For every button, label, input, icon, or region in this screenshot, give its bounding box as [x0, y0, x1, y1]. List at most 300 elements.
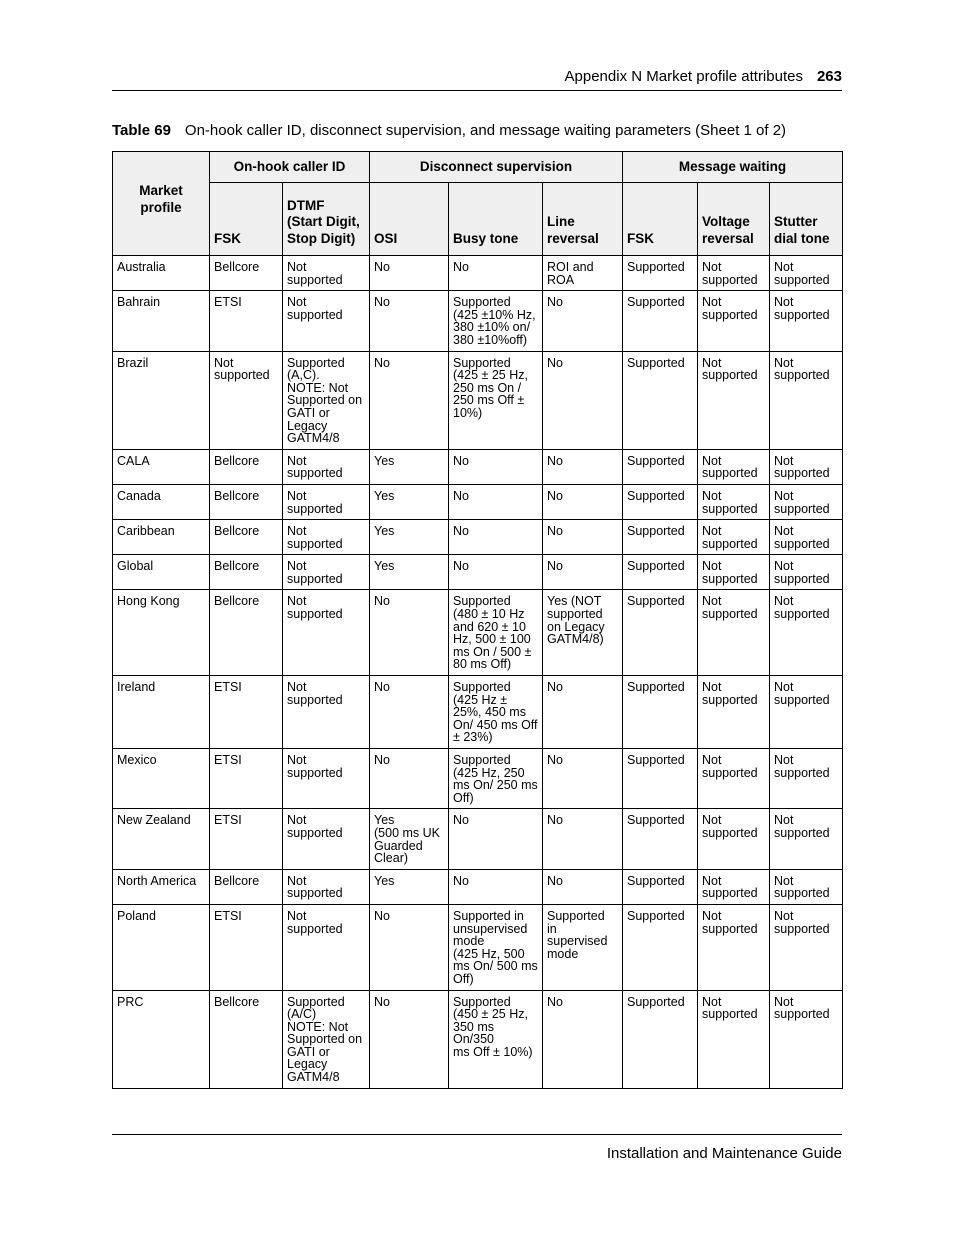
cell-line: 250 ms Off ± [453, 393, 525, 408]
cell-line: Not [774, 488, 794, 503]
cell-line: Yes [374, 559, 395, 574]
cell-busy-tone [449, 449, 543, 484]
cell-line: Bellcore [214, 260, 260, 274]
cell-line: (Start Digit, [287, 214, 360, 229]
cell-line: Supported [627, 594, 685, 609]
cell-line: supported [702, 272, 758, 287]
cell-line: 80 ms Off) [453, 657, 512, 672]
cell-line: Not [774, 295, 794, 310]
cell-osi [370, 449, 449, 484]
cell-line-reversal [543, 904, 623, 990]
cell-market-profile [113, 749, 210, 809]
table-row [113, 555, 843, 590]
cell-line: ETSI [214, 295, 242, 310]
cell-line: supported [287, 536, 343, 551]
table-title: On-hook caller ID, disconnect supervision, and message waiting parameters (Sheet 1 of 2) [184, 122, 787, 139]
cell-line: supported [287, 921, 343, 936]
cell-dtmf [283, 256, 370, 291]
cell-stutter-dial-tone [770, 484, 843, 519]
cell-line: No [453, 453, 469, 468]
cell-mw-fsk [623, 904, 698, 990]
cell-line: ETSI [214, 813, 242, 828]
sub-header-row [113, 183, 843, 256]
cell-line-reversal [543, 809, 623, 869]
header-busy-tone [449, 183, 543, 256]
cell-busy-tone [449, 555, 543, 590]
table-row [113, 809, 843, 869]
cell-line: No [547, 524, 563, 539]
cell-line: Guarded [374, 838, 423, 853]
cell-voltage-reversal [698, 484, 770, 519]
cell-dtmf [283, 749, 370, 809]
cell-stutter-dial-tone [770, 904, 843, 990]
cell-line: Supported [627, 680, 685, 695]
cell-line: Yes (NOT [547, 594, 602, 609]
cell-line: NOTE: Not [287, 380, 349, 395]
cell-mw-fsk [623, 291, 698, 351]
cell-line: supported [774, 307, 830, 322]
cell-line: 350 ms On/350 [453, 1019, 495, 1047]
cell-line: Supported [287, 355, 345, 370]
cell-stutter-dial-tone [770, 990, 843, 1088]
cell-line: No [547, 680, 563, 695]
cell-line: Not [287, 524, 307, 539]
cell-line: Hong Kong [117, 594, 180, 609]
cell-line: 10%) [453, 405, 483, 420]
cell-line: supported [774, 765, 830, 780]
cell-line: supported [287, 571, 343, 586]
cell-line: mode [453, 934, 485, 949]
cell-line: Supported in [453, 908, 524, 923]
cell-line: ETSI [214, 753, 242, 767]
cell-dtmf [283, 904, 370, 990]
cell-line: Supported [627, 295, 685, 310]
cell-onhook-fsk [210, 520, 283, 555]
cell-line: Stop Digit) [287, 230, 356, 246]
cell-line: Bellcore [214, 994, 260, 1009]
cell-line: Legacy [287, 1057, 328, 1072]
cell-line: No [374, 594, 390, 609]
cell-stutter-dial-tone [770, 256, 843, 291]
cell-line: No [453, 524, 469, 539]
cell-line: FSK [627, 230, 654, 246]
cell-busy-tone [449, 484, 543, 519]
cell-line: and 620 ± 10 [453, 619, 526, 634]
cell-line: GATM4/8 [287, 431, 340, 446]
cell-line: No [453, 559, 469, 574]
header-rule [112, 90, 842, 91]
cell-dtmf [283, 869, 370, 904]
cell-line: Bellcore [214, 453, 260, 468]
cell-line: Supported [627, 753, 685, 767]
cell-voltage-reversal [698, 351, 770, 449]
cell-line: Not [214, 355, 234, 370]
cell-market-profile [113, 484, 210, 519]
cell-line-reversal [543, 256, 623, 291]
cell-voltage-reversal [698, 749, 770, 809]
cell-line: Not [702, 260, 722, 274]
cell-dtmf [283, 990, 370, 1088]
cell-line: supported [774, 1007, 830, 1022]
cell-line: No [374, 295, 390, 310]
cell-line: supported [774, 368, 830, 383]
cell-line: Supported [627, 260, 685, 274]
cell-line: Supported [547, 908, 605, 923]
cell-line: Bellcore [214, 559, 260, 574]
cell-voltage-reversal [698, 555, 770, 590]
cell-market-profile [113, 449, 210, 484]
cell-line: (425 ±10% Hz, [453, 307, 536, 322]
cell-line: Not [702, 559, 722, 574]
cell-busy-tone [449, 291, 543, 351]
cell-line: supported [774, 571, 830, 586]
cell-line: Not [774, 453, 794, 468]
header-section: Appendix N Market profile attributes [564, 68, 803, 85]
cell-line: ETSI [214, 908, 242, 923]
header-market-profile [113, 152, 210, 256]
cell-line: supported [702, 536, 758, 551]
cell-line: Not [702, 453, 722, 468]
cell-line: supported [702, 368, 758, 383]
parameters-table [112, 151, 843, 1089]
cell-dtmf [283, 590, 370, 676]
cell-line: supported [774, 825, 830, 840]
cell-line: Yes [374, 873, 395, 888]
cell-onhook-fsk [210, 990, 283, 1088]
cell-line: supported [702, 765, 758, 780]
header-voltage-reversal [698, 183, 770, 256]
cell-line: Not [702, 753, 722, 767]
cell-line: Ireland [117, 680, 156, 695]
table-head [113, 152, 843, 256]
cell-line: Off) [453, 971, 474, 986]
cell-line: NOTE: Not [287, 1019, 349, 1034]
cell-busy-tone [449, 520, 543, 555]
cell-line: supported [774, 921, 830, 936]
cell-line: ms On / 500 ± [453, 644, 532, 659]
cell-line: Hz, 500 ± 100 [453, 632, 531, 647]
cell-mw-fsk [623, 749, 698, 809]
cell-line: supported [702, 466, 758, 481]
cell-line: Not [702, 994, 722, 1009]
cell-line: Mexico [117, 753, 157, 767]
cell-busy-tone [449, 256, 543, 291]
cell-dtmf [283, 809, 370, 869]
cell-line: Supported [287, 994, 345, 1009]
cell-line-reversal [543, 291, 623, 351]
cell-busy-tone [449, 590, 543, 676]
cell-line: Brazil [117, 355, 149, 370]
cell-osi [370, 520, 449, 555]
cell-line: (480 ± 10 Hz [453, 607, 525, 622]
cell-line: (425 Hz, 250 [453, 765, 525, 780]
header-mw-fsk [623, 183, 698, 256]
cell-line: Not [774, 524, 794, 539]
cell-line: FSK [214, 230, 241, 246]
cell-line: On/ 450 ms Off [453, 717, 538, 732]
cell-line: on Legacy [547, 619, 605, 634]
cell-line: 380 ±10%off) [453, 332, 528, 347]
cell-line: Not [774, 355, 794, 370]
table-row [113, 520, 843, 555]
table-row [113, 484, 843, 519]
cell-line: No [453, 873, 469, 888]
cell-line: Supported [453, 680, 511, 695]
cell-mw-fsk [623, 990, 698, 1088]
cell-line: ROA [547, 272, 575, 287]
cell-line: Yes [374, 524, 395, 539]
cell-line: Supported [627, 488, 685, 503]
cell-line: Clear) [374, 851, 409, 866]
cell-line: supported [774, 692, 830, 707]
cell-line: Supported [453, 753, 511, 767]
cell-line: No [547, 873, 563, 888]
cell-mw-fsk [623, 256, 698, 291]
cell-onhook-fsk [210, 484, 283, 519]
cell-line: ms Off ± 10%) [453, 1044, 533, 1059]
cell-line: Supported [627, 355, 685, 370]
page-footer: Installation and Maintenance Guide [606, 1145, 842, 1162]
cell-line: unsupervised [453, 921, 528, 936]
cell-line: Poland [117, 908, 156, 923]
table-row [113, 676, 843, 749]
cell-mw-fsk [623, 676, 698, 749]
cell-line: GATI or [287, 405, 330, 420]
cell-line: Bellcore [214, 873, 260, 888]
cell-line: No [547, 813, 563, 828]
cell-mw-fsk [623, 520, 698, 555]
cell-line: in [547, 921, 557, 936]
cell-line: DTMF [287, 197, 325, 213]
header-disconnect-supervision: Disconnect supervision [370, 152, 623, 183]
cell-line: No [547, 295, 563, 310]
table-row [113, 904, 843, 990]
header-dtmf [283, 183, 370, 256]
cell-line: Not [774, 594, 794, 609]
cell-stutter-dial-tone [770, 676, 843, 749]
cell-line-reversal [543, 676, 623, 749]
cell-osi [370, 291, 449, 351]
cell-osi [370, 351, 449, 449]
cell-line: Not [702, 355, 722, 370]
cell-line: (A,C). [287, 368, 320, 383]
cell-line-reversal [543, 449, 623, 484]
cell-line: ± 23%) [453, 730, 493, 745]
cell-onhook-fsk [210, 869, 283, 904]
cell-dtmf [283, 449, 370, 484]
cell-line: 25%, 450 ms [453, 705, 526, 720]
cell-line: Not [774, 994, 794, 1009]
cell-line: Not [702, 908, 722, 923]
cell-line: Not [287, 295, 307, 310]
cell-voltage-reversal [698, 676, 770, 749]
cell-line: 380 ±10% on/ [453, 320, 531, 335]
cell-line: supported [702, 886, 758, 901]
cell-line: Off) [453, 790, 474, 805]
cell-osi [370, 749, 449, 809]
cell-mw-fsk [623, 555, 698, 590]
cell-line: Not [774, 680, 794, 695]
cell-line: Not [287, 594, 307, 609]
cell-line: Not [287, 813, 307, 828]
table-caption [112, 122, 786, 139]
cell-onhook-fsk [210, 676, 283, 749]
footer-rule [112, 1134, 842, 1135]
cell-stutter-dial-tone [770, 809, 843, 869]
cell-line: Line [547, 214, 575, 229]
cell-line: supported [287, 272, 343, 287]
cell-osi [370, 990, 449, 1088]
cell-stutter-dial-tone [770, 351, 843, 449]
table-row [113, 256, 843, 291]
cell-line: supported [287, 607, 343, 622]
cell-line: No [547, 453, 563, 468]
cell-osi [370, 555, 449, 590]
cell-line: Canada [117, 488, 161, 503]
cell-line: No [547, 753, 563, 767]
cell-line: 250 ms On / [453, 380, 522, 395]
cell-line: Supported [627, 559, 685, 574]
cell-market-profile [113, 520, 210, 555]
table-body [113, 256, 843, 1089]
cell-line: No [547, 488, 563, 503]
cell-line: (500 ms UK [374, 825, 440, 840]
cell-line: No [374, 994, 390, 1009]
table-number: Table 69 [112, 122, 171, 139]
cell-line: No [374, 908, 390, 923]
cell-line: ROI and [547, 260, 594, 274]
cell-line: Supported [453, 295, 511, 310]
cell-voltage-reversal [698, 449, 770, 484]
header-line-reversal [543, 183, 623, 256]
cell-market-profile [113, 809, 210, 869]
header-line: profile [140, 199, 182, 215]
cell-line: Stutter [774, 214, 818, 229]
cell-line: supported [214, 368, 270, 383]
cell-line: Bellcore [214, 488, 260, 503]
cell-osi [370, 809, 449, 869]
cell-line: Not [287, 680, 307, 695]
cell-line: reversal [547, 230, 599, 246]
cell-line: CALA [117, 453, 150, 468]
cell-line: Not [702, 295, 722, 310]
cell-line: Yes [374, 813, 395, 828]
cell-line: No [374, 680, 390, 695]
cell-market-profile [113, 590, 210, 676]
cell-line: supported [702, 571, 758, 586]
cell-line: North America [117, 873, 197, 888]
cell-line: supported [287, 825, 343, 840]
cell-line: Not [702, 813, 722, 828]
cell-line: GATI or [287, 1044, 330, 1059]
cell-line-reversal [543, 351, 623, 449]
cell-market-profile [113, 291, 210, 351]
cell-line: supported [547, 607, 603, 622]
cell-stutter-dial-tone [770, 291, 843, 351]
cell-line: supported [287, 692, 343, 707]
header-message-waiting: Message waiting [623, 152, 843, 183]
cell-osi [370, 484, 449, 519]
cell-line: Not [287, 908, 307, 923]
cell-line-reversal [543, 590, 623, 676]
cell-line: No [547, 994, 563, 1009]
cell-busy-tone [449, 351, 543, 449]
cell-onhook-fsk [210, 256, 283, 291]
cell-market-profile [113, 676, 210, 749]
cell-mw-fsk [623, 590, 698, 676]
cell-line: (425 Hz, 500 [453, 946, 525, 961]
page-header [112, 66, 842, 90]
cell-line: Not [287, 559, 307, 574]
cell-onhook-fsk [210, 449, 283, 484]
cell-osi [370, 904, 449, 990]
cell-line: Not [774, 753, 794, 767]
cell-line: supported [774, 272, 830, 287]
header-onhook-caller-id: On-hook caller ID [210, 152, 370, 183]
cell-line: supported [702, 921, 758, 936]
cell-line: (425 ± 25 Hz, [453, 368, 528, 383]
cell-line-reversal [543, 749, 623, 809]
cell-line-reversal [543, 990, 623, 1088]
cell-line: supported [774, 886, 830, 901]
table-row [113, 590, 843, 676]
cell-line: Not [702, 524, 722, 539]
cell-stutter-dial-tone [770, 869, 843, 904]
cell-line: ms On/ 250 ms [453, 778, 538, 793]
cell-line: supported [287, 307, 343, 322]
cell-voltage-reversal [698, 869, 770, 904]
cell-line: supported [702, 307, 758, 322]
cell-dtmf [283, 555, 370, 590]
cell-line: supported [702, 607, 758, 622]
cell-line: supported [287, 501, 343, 516]
cell-line: Global [117, 559, 154, 574]
cell-stutter-dial-tone [770, 749, 843, 809]
cell-onhook-fsk [210, 351, 283, 449]
cell-line: reversal [702, 230, 754, 246]
cell-onhook-fsk [210, 749, 283, 809]
cell-line: No [374, 355, 390, 370]
cell-line: Not [287, 753, 307, 767]
cell-line: Bellcore [214, 524, 260, 539]
cell-line: No [547, 355, 563, 370]
header-text [565, 68, 842, 85]
cell-line: supported [774, 501, 830, 516]
cell-line-reversal [543, 520, 623, 555]
cell-dtmf [283, 291, 370, 351]
cell-onhook-fsk [210, 809, 283, 869]
cell-onhook-fsk [210, 291, 283, 351]
cell-line: Caribbean [117, 524, 175, 539]
cell-line: Not [287, 453, 307, 468]
cell-line: Supported [453, 594, 511, 609]
cell-line: supported [774, 536, 830, 551]
page-number: 263 [816, 68, 842, 85]
cell-line: Not [702, 488, 722, 503]
cell-dtmf [283, 351, 370, 449]
cell-market-profile [113, 256, 210, 291]
cell-line: Not [774, 813, 794, 828]
cell-line: Not [287, 873, 307, 888]
cell-line: Supported [453, 355, 511, 370]
cell-line: Bellcore [214, 594, 260, 609]
cell-line: Voltage [702, 214, 750, 229]
cell-line: New Zealand [117, 813, 191, 828]
cell-market-profile [113, 869, 210, 904]
cell-line: supported [702, 501, 758, 516]
cell-line: Legacy [287, 418, 328, 433]
cell-line: supported [702, 1007, 758, 1022]
